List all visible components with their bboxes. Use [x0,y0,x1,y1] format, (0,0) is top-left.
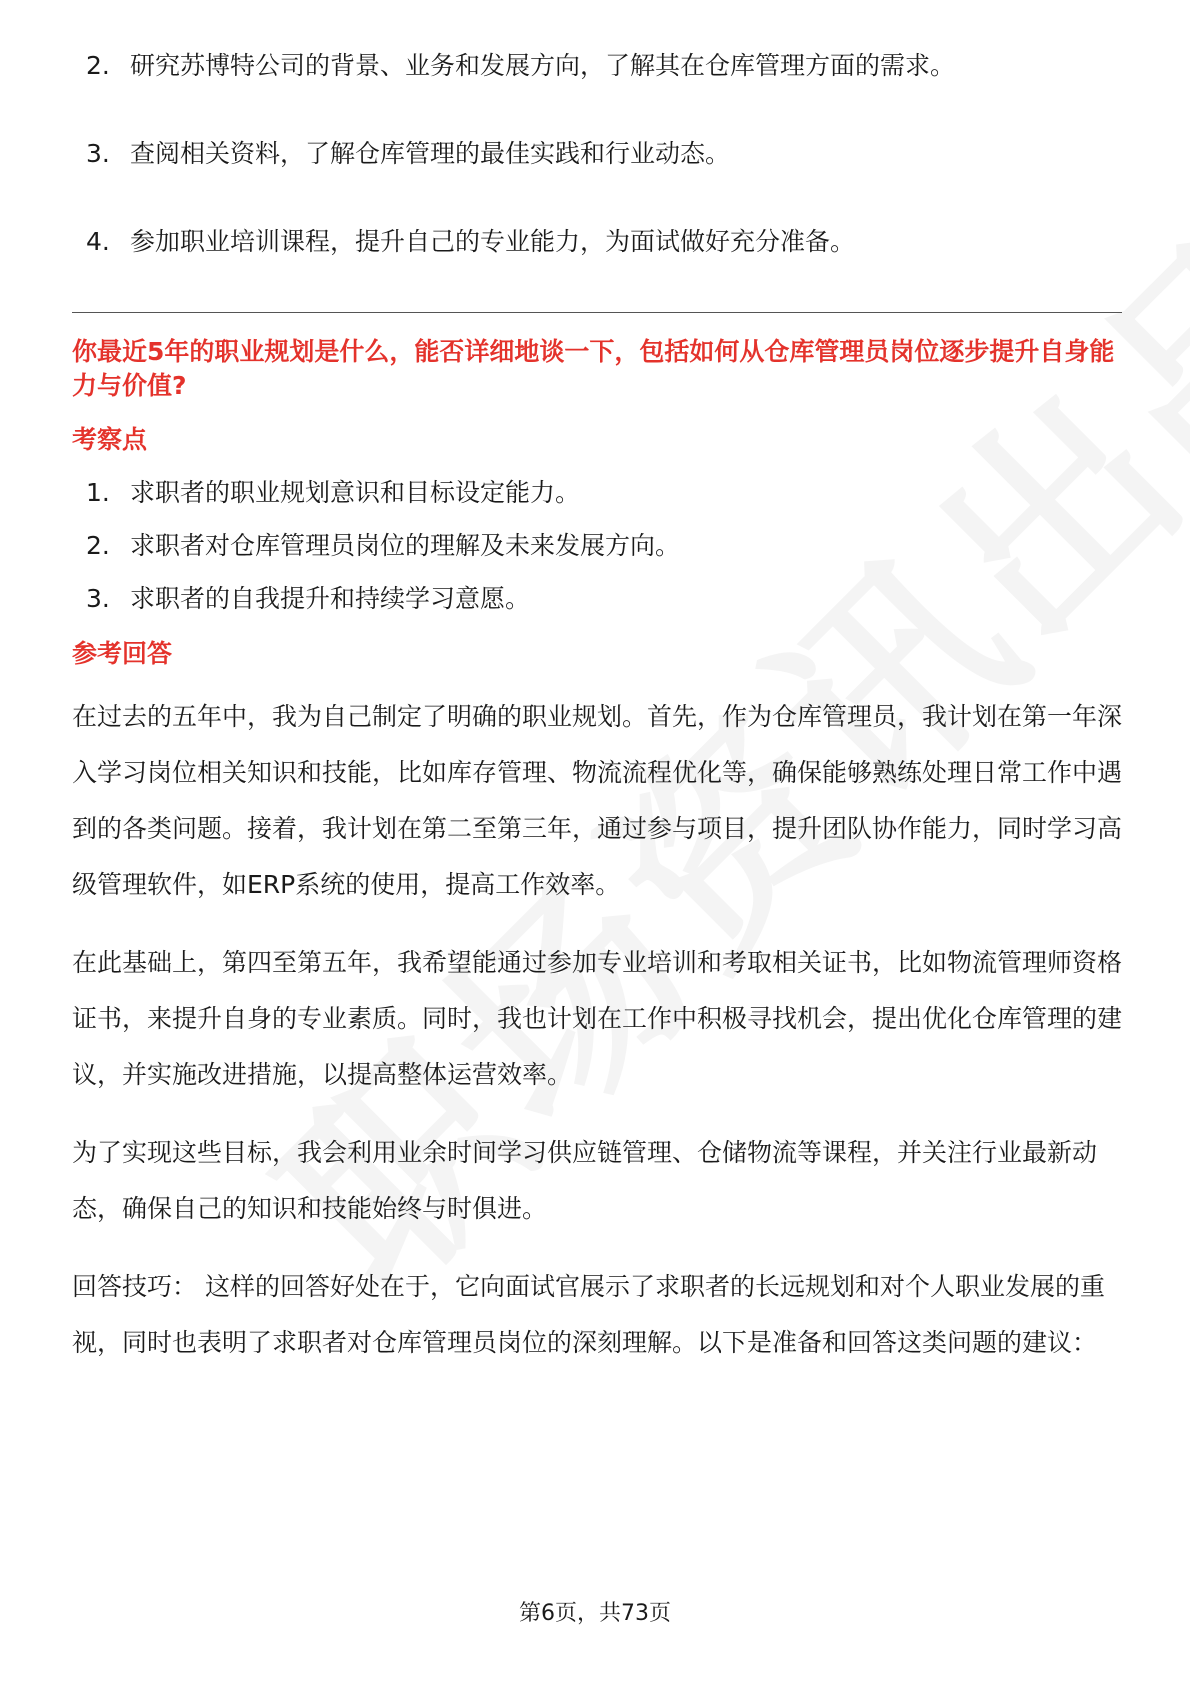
list-number: 3. [86,584,110,613]
section-divider [72,312,1122,313]
answer-paragraph: 在过去的五年中，我为自己制定了明确的职业规划。首先，作为仓库管理员，我计划在第一年深入学习岗位相关知识和技能，比如库存管理、物流流程优化等，确保能够熟练处理日常工作中遇到的各类问题。接着，我计划在第二至第三年，通过参与项目，提升团队协作能力，同时学习高级管理软件，如ERP系统的使用，提高工作效率。 [72,702,1123,899]
exam-points-title: 考察点 [72,425,148,454]
list-number: 4. [86,227,110,256]
list-number: 3. [86,139,110,168]
page-content [72,48,1122,1393]
list-number: 2. [86,531,110,560]
list-text: 参加职业培训课程，提升自己的专业能力，为面试做好充分准备。 [130,227,856,256]
list-item [72,528,1122,564]
list-text: 研究苏博特公司的背景、业务和发展方向，了解其在仓库管理方面的需求。 [130,51,956,80]
list-text: 求职者的职业规划意识和目标设定能力。 [130,478,581,507]
list-item [72,475,1122,511]
list-text: 查阅相关资料，了解仓库管理的最佳实践和行业动态。 [130,139,731,168]
list-text: 求职者对仓库管理员岗位的理解及未来发展方向。 [130,531,681,560]
question-heading: 你最近5年的职业规划是什么，能否详细地谈一下，包括如何从仓库管理员岗位逐步提升自身能力与价值? [72,337,1115,400]
list-text: 求职者的自我提升和持续学习意愿。 [130,584,531,613]
list-item [72,581,1122,617]
previous-list [72,48,1122,260]
answer-tips-paragraph: 回答技巧： 这样的回答好处在于，它向面试官展示了求职者的长远规划和对个人职业发展的重视，同时也表明了求职者对仓库管理员岗位的深刻理解。以下是准备和回答这类问题的建议： [72,1272,1105,1357]
list-number: 1. [86,478,110,507]
page-footer: 第6页，共73页 [519,1601,671,1626]
list-item [72,48,1122,84]
list-item [72,224,1122,260]
exam-points-list [72,475,1122,617]
list-number: 2. [86,51,110,80]
reference-answer-title: 参考回答 [72,639,173,668]
answer-paragraph: 为了实现这些目标，我会利用业余时间学习供应链管理、仓储物流等课程，并关注行业最新动态，确保自己的知识和技能始终与时俱进。 [72,1138,1098,1223]
list-item [72,136,1122,172]
answer-paragraph: 在此基础上，第四至第五年，我希望能通过参加专业培训和考取相关证书，比如物流管理师资格证书，来提升自身的专业素质。同时，我也计划在工作中积极寻找机会，提出优化仓库管理的建议，并实施改进措施，以提高整体运营效率。 [72,948,1123,1089]
